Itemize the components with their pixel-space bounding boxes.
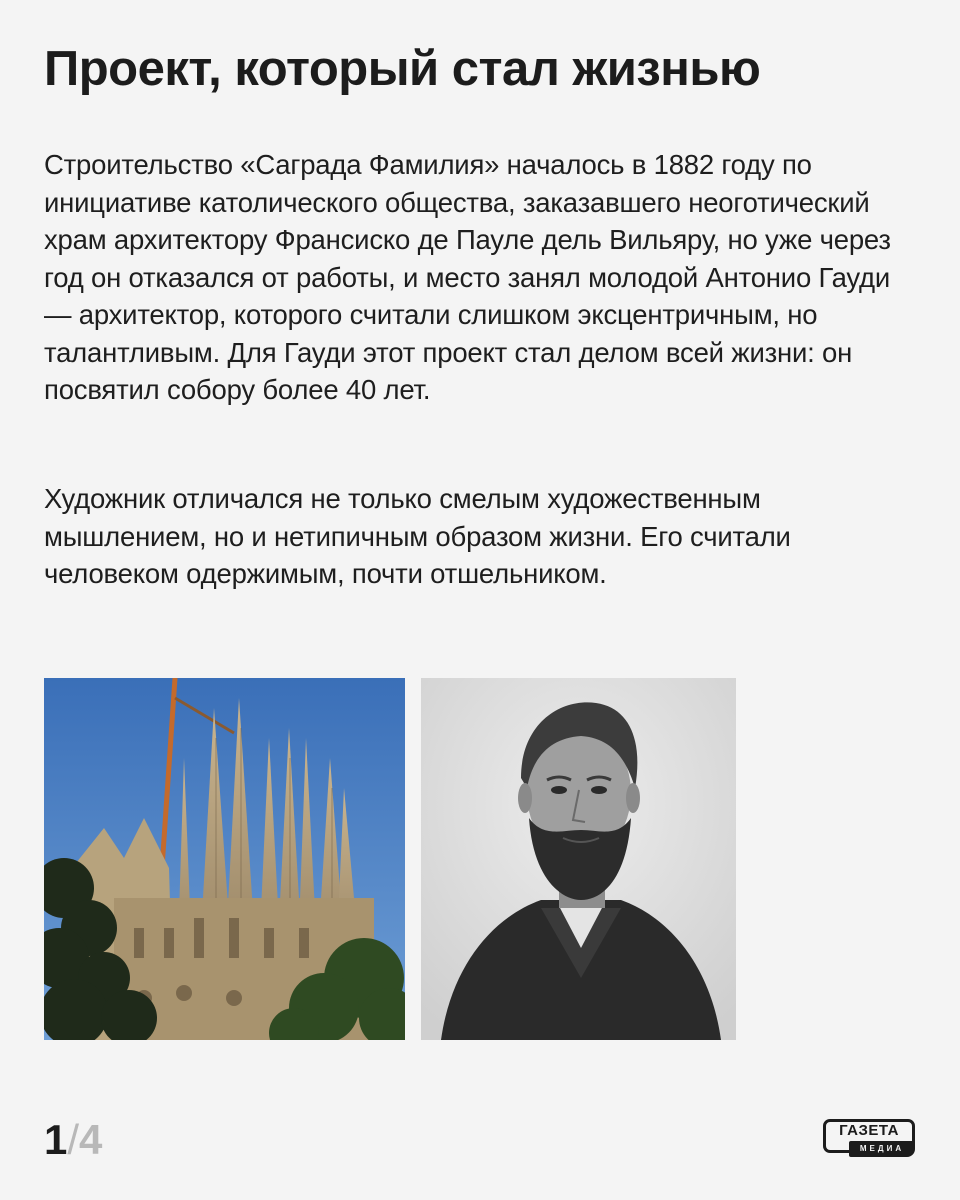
page-separator: / [67,1116,79,1163]
gaudi-portrait-photo [421,678,736,1040]
paragraph-history: Строительство «Саграда Фамилия» началось в 1882 году по инициативе католического общества, заказавшего неоготический храм архитектору Франсиско де Пауле дель Вильяру, но уже через год он отказался от работы, и место занял молодой Антонио Гауди — архитектор, которого считали слишком эксцентричным, но талантливым. Для Гауди этот проект стал делом всей жизни: он посвятил собору более 40 лет. [44,149,891,405]
page-current: 1 [44,1116,67,1163]
logo-top-text: ГАЗЕТА [839,1122,899,1139]
gaudi-portrait-image [421,678,736,1040]
sagrada-familia-image [44,678,405,1040]
page-counter [44,1116,101,1164]
page-title: Проект, который стал жизнью [44,42,761,96]
logo-bottom-text: МЕДИА [849,1141,915,1157]
page-total: 4 [79,1116,102,1163]
paragraph-character: Художник отличался не только смелым художественным мышлением, но и нетипичным образом жизни. Его считали человеком одержимым, почти отшельником. [44,483,791,589]
gazeta-media-logo [823,1119,919,1163]
sagrada-familia-photo [44,678,405,1040]
